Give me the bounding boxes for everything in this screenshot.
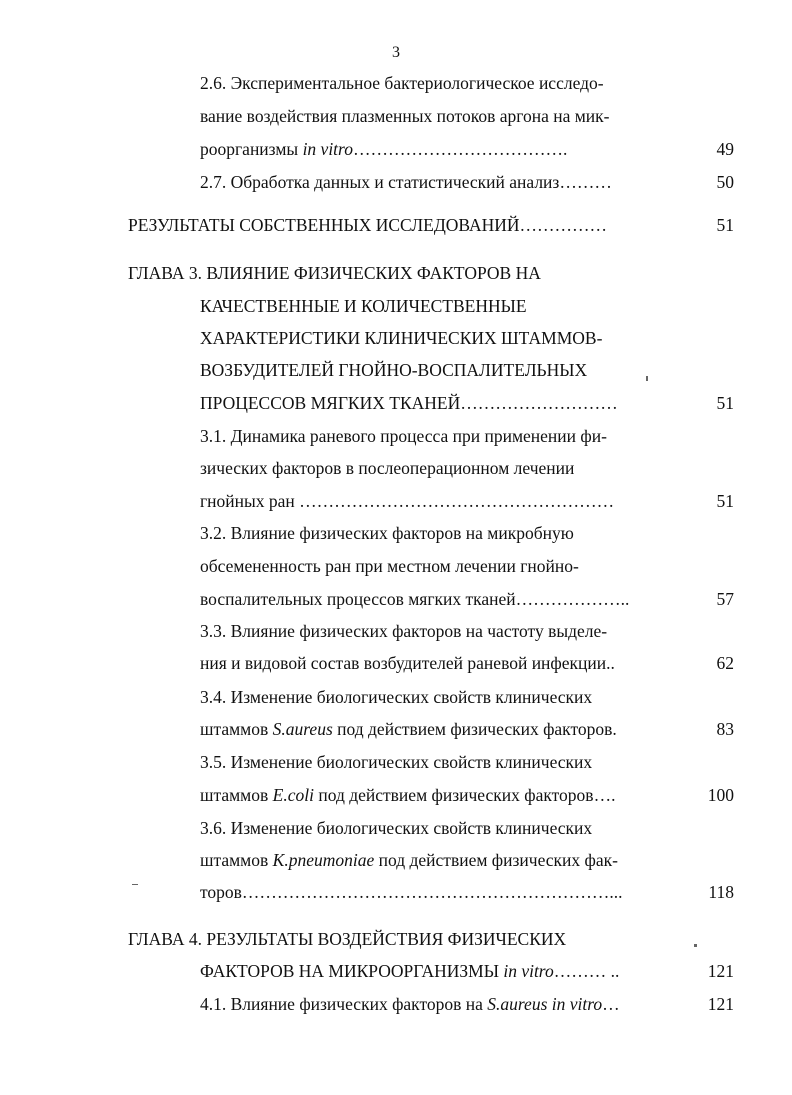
- toc-text: роорганизмы: [200, 139, 303, 159]
- toc-text: под действием физических фак-: [374, 850, 618, 870]
- toc-page-number: 49: [716, 139, 734, 159]
- toc-line: обсемененность ран при местном лечении гнойно-: [200, 556, 579, 576]
- toc-page-number: 121: [707, 994, 734, 1014]
- scan-speck: [646, 376, 648, 381]
- toc-italic: in vitro: [302, 139, 353, 159]
- toc-leader: …: [602, 994, 620, 1014]
- toc-section-heading: РЕЗУЛЬТАТЫ СОБСТВЕННЫХ ИССЛЕДОВАНИЙ……………: [128, 215, 608, 235]
- toc-line: воспалительных процессов мягких тканей………………..: [200, 589, 630, 609]
- toc-leader: ……… ..: [553, 961, 620, 981]
- toc-text: под действием физических факторов….: [313, 785, 616, 805]
- toc-line: 3.1. Динамика раневого процесса при применении фи-: [200, 426, 607, 446]
- toc-page-number: 121: [707, 961, 734, 981]
- toc-text: штаммов: [200, 785, 273, 805]
- toc-line: [200, 138, 567, 160]
- toc-line: 3.6. Изменение биологических свойств клинических: [200, 818, 593, 838]
- toc-text: ФАКТОРОВ НА МИКРООРГАНИЗМЫ: [200, 961, 504, 981]
- toc-italic: K.pneumoniae: [272, 850, 375, 870]
- toc-line: 3.5. Изменение биологических свойств клинических: [200, 752, 593, 772]
- toc-line: ПРОЦЕССОВ МЯГКИХ ТКАНЕЙ………………………: [200, 393, 618, 413]
- toc-line: [200, 960, 619, 982]
- toc-line: вание воздействия плазменных потоков аргона на мик-: [200, 106, 610, 126]
- toc-chapter-heading: ГЛАВА 4. РЕЗУЛЬТАТЫ ВОЗДЕЙСТВИЯ ФИЗИЧЕСКИХ: [128, 929, 567, 949]
- toc-line: торов………………………………………………………...: [200, 882, 623, 902]
- toc-line: [200, 849, 618, 871]
- toc-line: 3.3. Влияние физических факторов на частоту выделе-: [200, 621, 608, 641]
- scan-speck: [694, 944, 697, 947]
- toc-page-number: 57: [716, 589, 734, 609]
- toc-line: ВОЗБУДИТЕЛЕЙ ГНОЙНО-ВОСПАЛИТЕЛЬНЫХ: [200, 360, 588, 380]
- toc-page-number: 83: [716, 719, 734, 739]
- page-number: 3: [392, 44, 400, 61]
- toc-page-number: 62: [716, 653, 734, 673]
- toc-line: ХАРАКТЕРИСТИКИ КЛИНИЧЕСКИХ ШТАММОВ-: [200, 328, 603, 348]
- toc-text: под действием физических факторов.: [332, 719, 617, 739]
- toc-line: 3.2. Влияние физических факторов на микробную: [200, 523, 574, 543]
- toc-line: КАЧЕСТВЕННЫЕ И КОЛИЧЕСТВЕННЫЕ: [200, 296, 527, 316]
- toc-italic: E.coli: [272, 785, 314, 805]
- toc-chapter-heading: ГЛАВА 3. ВЛИЯНИЕ ФИЗИЧЕСКИХ ФАКТОРОВ НА: [128, 263, 541, 283]
- toc-text: 4.1. Влияние физических факторов на: [200, 994, 488, 1014]
- toc-line: 2.7. Обработка данных и статистический анализ………: [200, 172, 612, 192]
- toc-line: 3.4. Изменение биологических свойств клинических: [200, 687, 593, 707]
- toc-italic: S.aureus in vitro: [487, 994, 603, 1014]
- toc-page-number: 118: [708, 882, 734, 902]
- toc-page-number: 50: [716, 172, 734, 192]
- toc-line: гнойных ран ………………………………………………: [200, 491, 615, 511]
- toc-text: штаммов: [200, 719, 273, 739]
- toc-leader: ……………………………….: [352, 139, 568, 159]
- scan-speck: [132, 884, 138, 885]
- toc-line: ния и видовой состав возбудителей раневой инфекции..: [200, 653, 615, 673]
- toc-page-number: 100: [707, 785, 734, 805]
- toc-text: штаммов: [200, 850, 273, 870]
- toc-italic: S.aureus: [272, 719, 333, 739]
- toc-page-number: 51: [716, 215, 734, 235]
- toc-line: 2.6. Экспериментальное бактериологическое исследо-: [200, 73, 604, 93]
- toc-line: зических факторов в послеоперационном лечении: [200, 458, 575, 478]
- toc-line: [200, 718, 617, 740]
- toc-line: [200, 993, 620, 1015]
- toc-page-number: 51: [716, 491, 734, 511]
- toc-line: [200, 784, 615, 806]
- toc-italic: in vitro: [503, 961, 554, 981]
- toc-page-number: 51: [716, 393, 734, 413]
